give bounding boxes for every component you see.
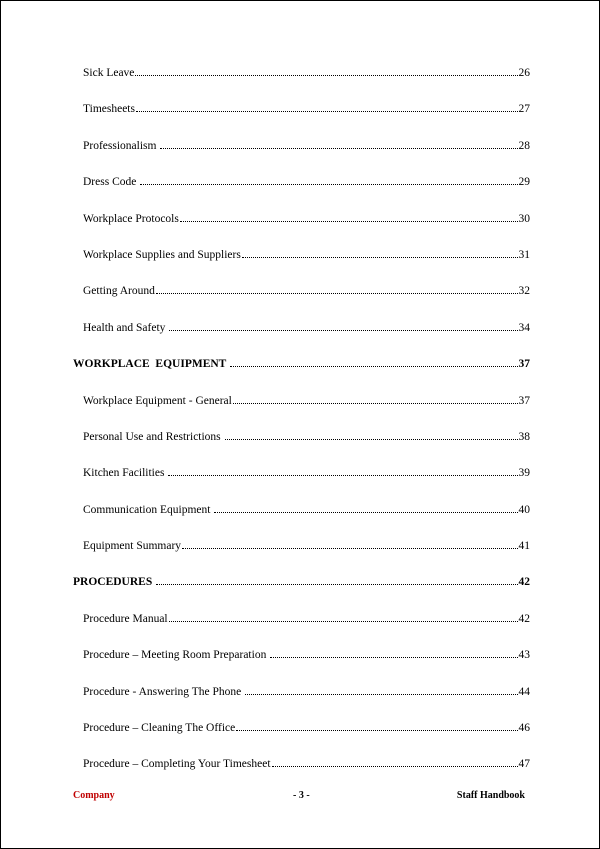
toc-entry-page: 44 <box>518 685 530 698</box>
footer-document-title: Staff Handbook <box>456 790 525 801</box>
toc-leader-dots <box>156 572 517 585</box>
toc-entry[interactable] <box>73 282 530 318</box>
toc-leader-dots <box>140 172 517 185</box>
table-of-contents <box>73 64 530 792</box>
toc-entry[interactable] <box>73 464 530 500</box>
toc-entry-label: Kitchen Facilities <box>83 467 168 480</box>
toc-leader-dots <box>135 63 517 76</box>
toc-leader-dots <box>160 136 517 149</box>
toc-entry[interactable] <box>73 537 530 573</box>
toc-entry-page: 40 <box>518 503 530 516</box>
toc-entry-label: Procedure – Cleaning The Office <box>83 722 236 735</box>
toc-entry-page: 32 <box>518 285 530 298</box>
toc-entry-label: Getting Around <box>83 285 155 298</box>
toc-entry[interactable] <box>73 428 530 464</box>
toc-entry-page: 26 <box>518 67 530 79</box>
toc-entry-label: Dress Code <box>83 176 140 189</box>
toc-entry[interactable] <box>73 137 530 173</box>
toc-leader-dots <box>225 427 518 440</box>
toc-leader-dots <box>272 754 518 767</box>
page-footer <box>73 790 525 806</box>
toc-leader-dots <box>136 99 518 112</box>
toc-entry-page: 42 <box>518 612 530 625</box>
toc-entry-label: Health and Safety <box>83 321 169 334</box>
toc-leader-dots <box>270 645 517 658</box>
toc-section-page: 37 <box>518 358 530 371</box>
toc-section-page: 42 <box>518 576 530 589</box>
toc-entry[interactable] <box>73 719 530 755</box>
toc-entry-label: Procedure Manual <box>83 612 168 625</box>
toc-leader-dots <box>214 500 517 513</box>
toc-leader-dots <box>236 718 517 731</box>
toc-entry-page: 30 <box>518 212 530 225</box>
footer-page-number: - 3 - <box>293 790 310 801</box>
toc-entry-page: 34 <box>518 321 530 334</box>
toc-section-entry[interactable] <box>73 573 530 609</box>
toc-entry-page: 43 <box>518 649 530 662</box>
toc-entry[interactable] <box>73 246 530 282</box>
toc-section-entry[interactable] <box>73 355 530 391</box>
toc-entry[interactable] <box>73 501 530 537</box>
toc-entry[interactable] <box>73 100 530 136</box>
toc-leader-dots <box>169 609 518 622</box>
toc-entry-label: Procedure - Answering The Phone <box>83 685 245 698</box>
toc-entry[interactable] <box>73 64 530 100</box>
toc-leader-dots <box>233 391 518 404</box>
toc-entry[interactable] <box>73 319 530 355</box>
toc-entry-page: 28 <box>518 139 530 152</box>
toc-entry-page: 47 <box>518 758 530 771</box>
toc-entry[interactable] <box>73 755 530 791</box>
toc-leader-dots <box>180 209 518 222</box>
toc-entry[interactable] <box>73 646 530 682</box>
toc-entry[interactable] <box>73 610 530 646</box>
toc-leader-dots <box>242 245 518 258</box>
toc-entry-label: Professionalism <box>83 139 160 152</box>
toc-entry-page: 46 <box>518 722 530 735</box>
toc-entry-label: Procedure – Completing Your Timesheet <box>83 758 271 771</box>
footer-company: Company <box>73 790 115 801</box>
toc-leader-dots <box>168 463 517 476</box>
toc-leader-dots <box>230 354 517 367</box>
toc-leader-dots <box>245 682 517 695</box>
toc-entry-label: Communication Equipment <box>83 503 214 516</box>
toc-entry-page: 29 <box>518 176 530 189</box>
toc-entry-page: 39 <box>518 467 530 480</box>
toc-entry-label: Sick Leave <box>83 67 135 79</box>
toc-entry-page: 37 <box>518 394 530 407</box>
toc-entry-label: Workplace Equipment - General <box>83 394 232 407</box>
toc-entry[interactable] <box>73 392 530 428</box>
toc-entry-label: Timesheets <box>83 103 135 116</box>
toc-entry[interactable] <box>73 210 530 246</box>
toc-section-label: PROCEDURES <box>73 576 156 589</box>
toc-entry-page: 38 <box>518 430 530 443</box>
toc-leader-dots <box>169 318 517 331</box>
toc-entry-label: Workplace Protocols <box>83 212 179 225</box>
toc-leader-dots <box>156 281 518 294</box>
toc-entry[interactable] <box>73 683 530 719</box>
toc-leader-dots <box>182 536 517 549</box>
toc-entry-label: Personal Use and Restrictions <box>83 430 224 443</box>
toc-entry-page: 41 <box>518 540 530 553</box>
toc-entry-label: Procedure – Meeting Room Preparation <box>83 649 270 662</box>
toc-entry[interactable] <box>73 173 530 209</box>
toc-entry-page: 27 <box>518 103 530 116</box>
toc-entry-label: Equipment Summary <box>83 540 182 553</box>
toc-section-label: WORKPLACE EQUIPMENT <box>73 358 230 371</box>
toc-entry-page: 31 <box>518 248 530 261</box>
toc-entry-label: Workplace Supplies and Suppliers <box>83 248 241 261</box>
